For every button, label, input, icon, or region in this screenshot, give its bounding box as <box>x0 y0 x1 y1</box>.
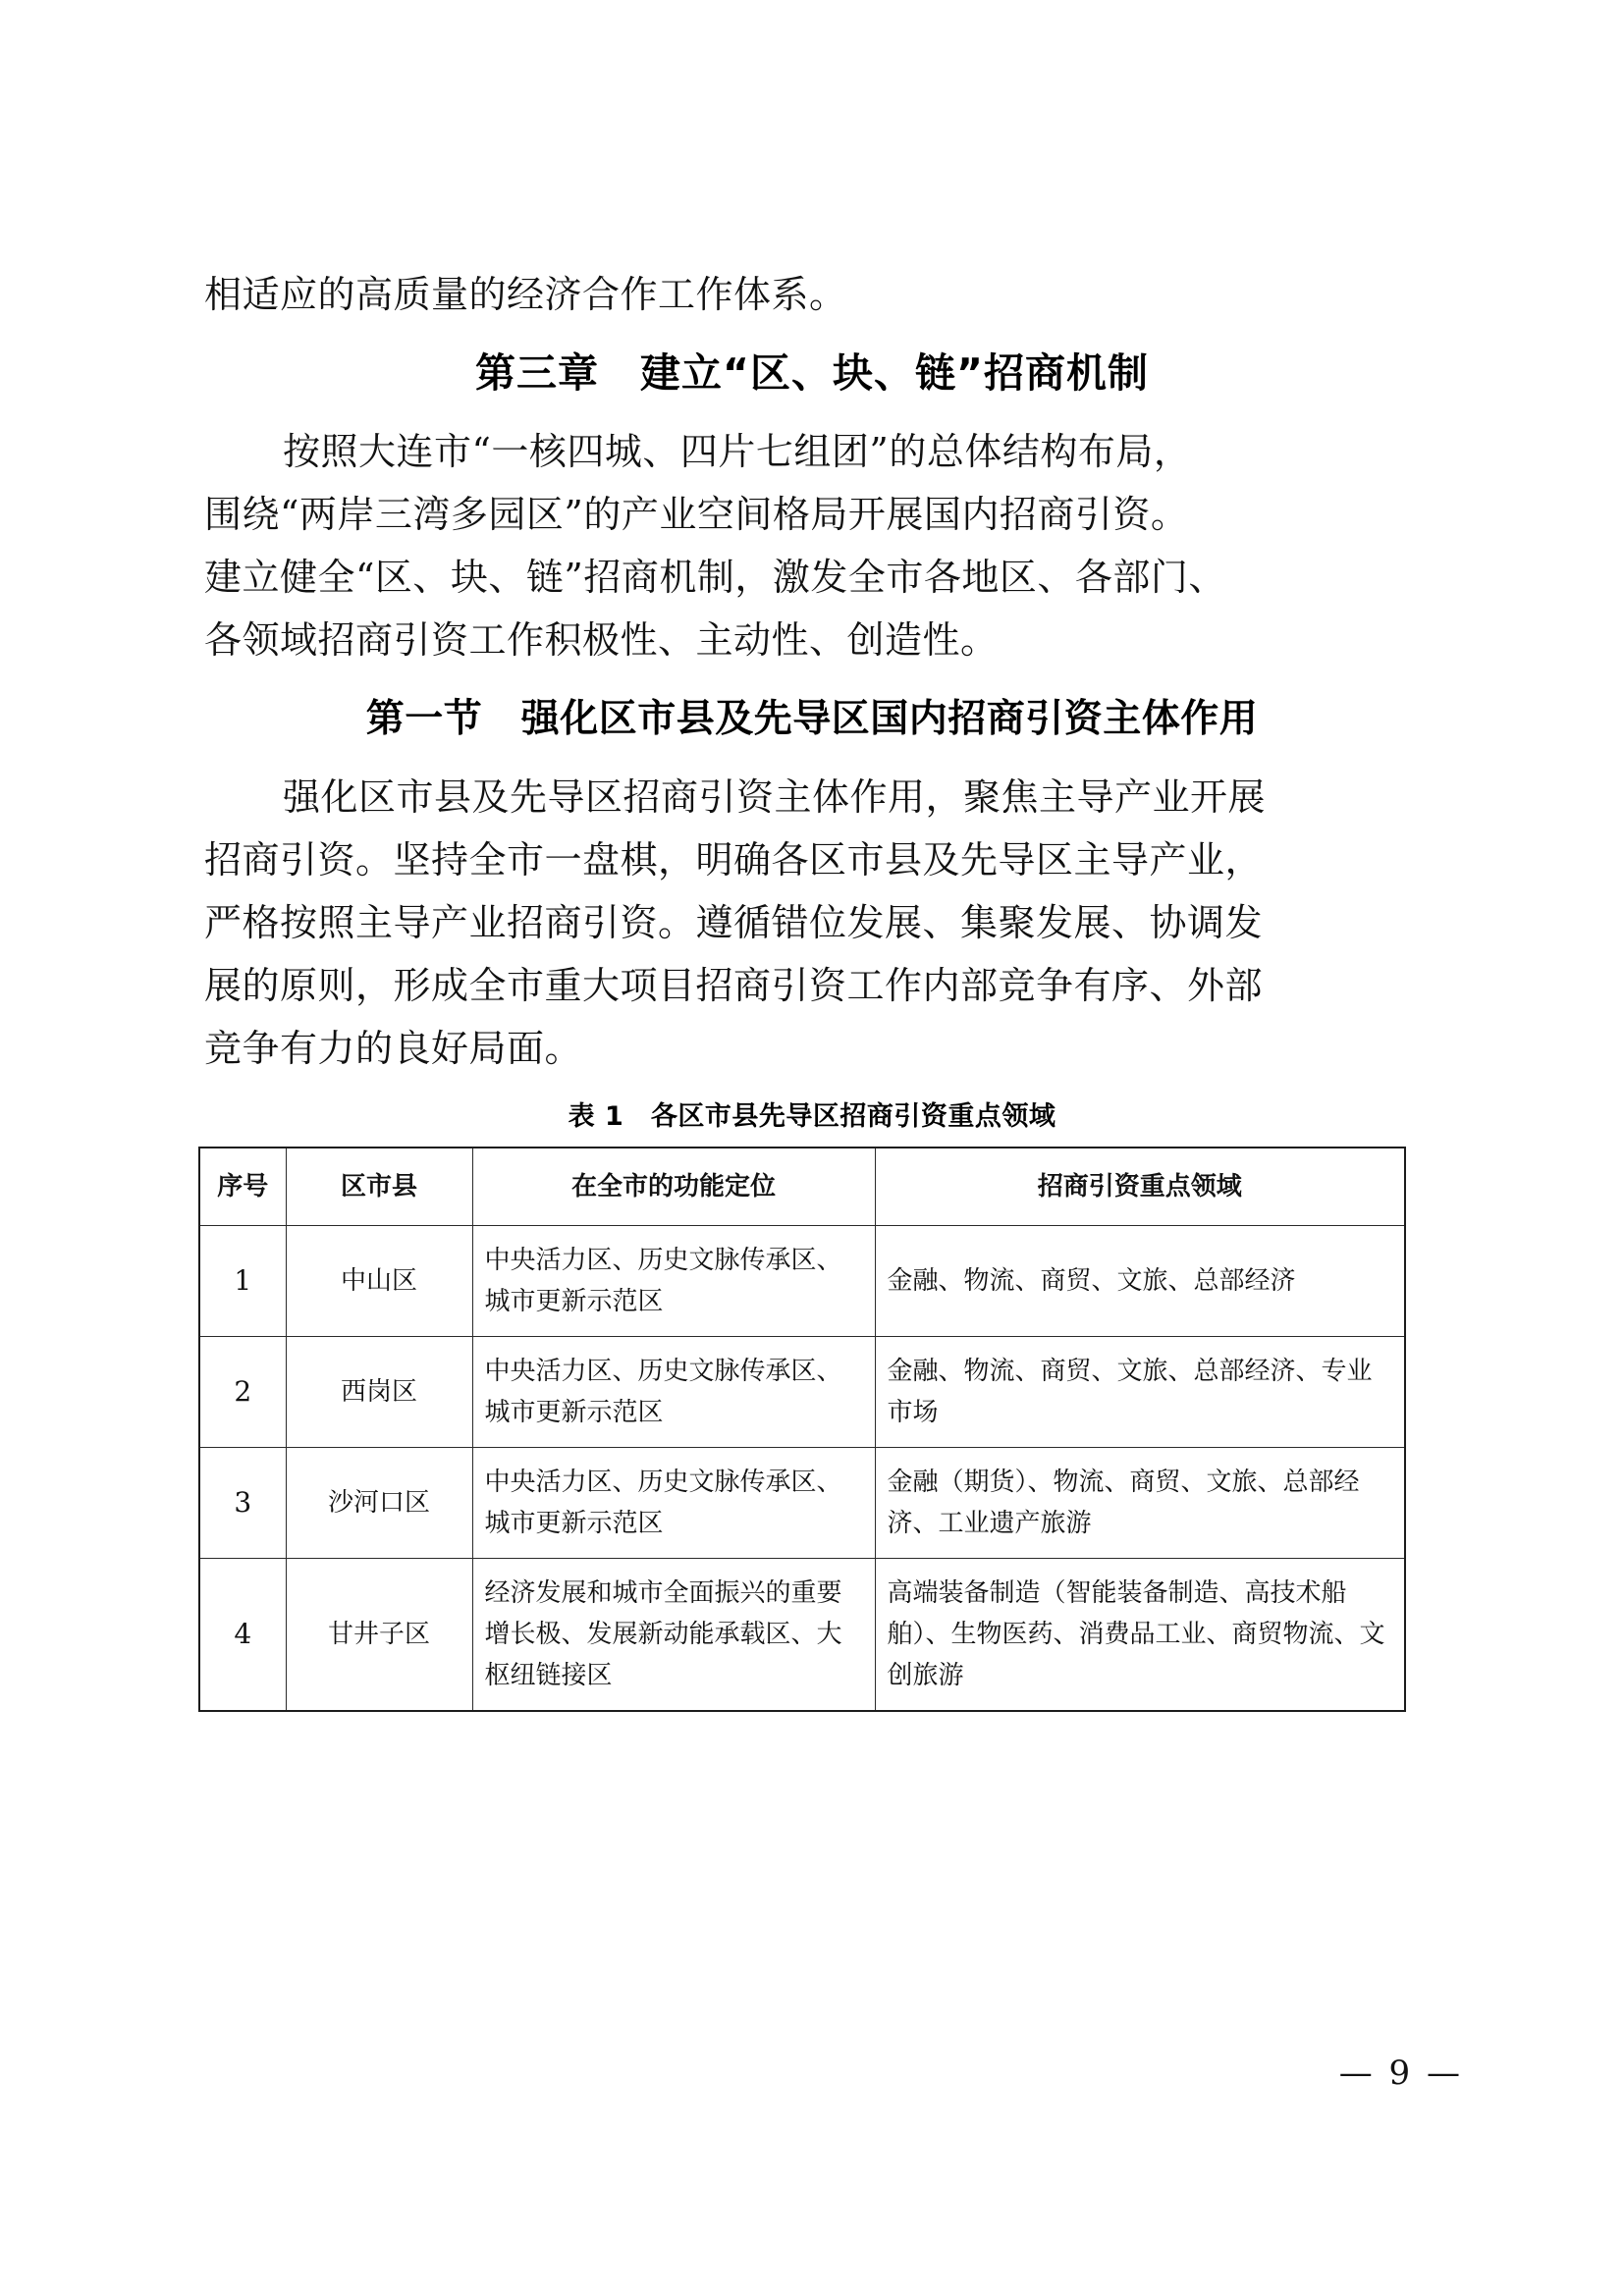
table-header-cell-no: 序号 <box>199 1148 286 1226</box>
table-cell-district: 中山区 <box>286 1226 472 1337</box>
paragraph-line: 严格按照主导产业招商引资。遵循错位发展、集聚发展、协调发 <box>204 901 1264 944</box>
paragraph-continuation <box>204 263 1420 326</box>
paragraph-line: 各领域招商引资工作积极性、主动性、创造性。 <box>204 618 999 662</box>
table-row <box>199 1448 1405 1559</box>
section-heading: 第一节 强化区市县及先导区国内招商引资主体作用 <box>365 696 1259 741</box>
paragraph-line: 按照大连市“一核四城、四片七组团”的总体结构布局， <box>283 430 1192 473</box>
paragraph-line: 展的原则，形成全市重大项目招商引资工作内部竞争有序、外部 <box>204 964 1264 1007</box>
table-cell-no: 2 <box>199 1337 286 1448</box>
section-paragraph <box>204 766 1420 1080</box>
table-cell-district: 甘井子区 <box>286 1559 472 1712</box>
table-row <box>199 1226 1405 1337</box>
table-cell-focus: 金融（期货）、物流、商贸、文旅、总部经济、工业遗产旅游 <box>875 1448 1405 1559</box>
table-header-row <box>199 1148 1405 1226</box>
table-cell-role: 经济发展和城市全面振兴的重要增长极、发展新动能承载区、大枢纽链接区 <box>472 1559 875 1712</box>
table-cell-focus: 高端装备制造（智能装备制造、高技术船舶）、生物医药、消费品工业、商贸物流、文创旅游 <box>875 1559 1405 1712</box>
table-header-cell-district: 区市县 <box>286 1148 472 1226</box>
table-header-cell-focus: 招商引资重点领域 <box>875 1148 1405 1226</box>
table-caption: 表 1 各区市县先导区招商引资重点领域 <box>568 1101 1056 1132</box>
paragraph-line: 建立健全“区、块、链”招商机制，激发全市各地区、各部门、 <box>204 556 1226 599</box>
table-row <box>199 1559 1405 1712</box>
table-cell-focus: 金融、物流、商贸、文旅、总部经济、专业市场 <box>875 1337 1405 1448</box>
table-cell-role: 中央活力区、历史文脉传承区、城市更新示范区 <box>472 1226 875 1337</box>
investment-focus-table <box>198 1147 1406 1712</box>
table-cell-no: 3 <box>199 1448 286 1559</box>
paragraph-line: 竞争有力的良好局面。 <box>204 1027 583 1070</box>
table-cell-no: 1 <box>199 1226 286 1337</box>
table-cell-district: 沙河口区 <box>286 1448 472 1559</box>
chapter-paragraph <box>204 420 1420 671</box>
paragraph-line: 相适应的高质量的经济合作工作体系。 <box>204 273 847 316</box>
table-cell-role: 中央活力区、历史文脉传承区、城市更新示范区 <box>472 1448 875 1559</box>
table-cell-focus: 金融、物流、商贸、文旅、总部经济 <box>875 1226 1405 1337</box>
table-row <box>199 1337 1405 1448</box>
page-number: — 9 — <box>1338 2054 1463 2093</box>
table-cell-role: 中央活力区、历史文脉传承区、城市更新示范区 <box>472 1337 875 1448</box>
paragraph-line: 招商引资。坚持全市一盘棋，明确各区市县及先导区主导产业， <box>204 838 1264 881</box>
paragraph-line: 围绕“两岸三湾多园区”的产业空间格局开展国内招商引资。 <box>204 493 1189 536</box>
table-header-cell-role: 在全市的功能定位 <box>472 1148 875 1226</box>
paragraph-line: 强化区市县及先导区招商引资主体作用，聚焦主导产业开展 <box>283 775 1267 819</box>
chapter-heading: 第三章 建立“区、块、链”招商机制 <box>475 349 1149 397</box>
page-content <box>204 0 1420 1712</box>
table-cell-no: 4 <box>199 1559 286 1712</box>
table-cell-district: 西岗区 <box>286 1337 472 1448</box>
